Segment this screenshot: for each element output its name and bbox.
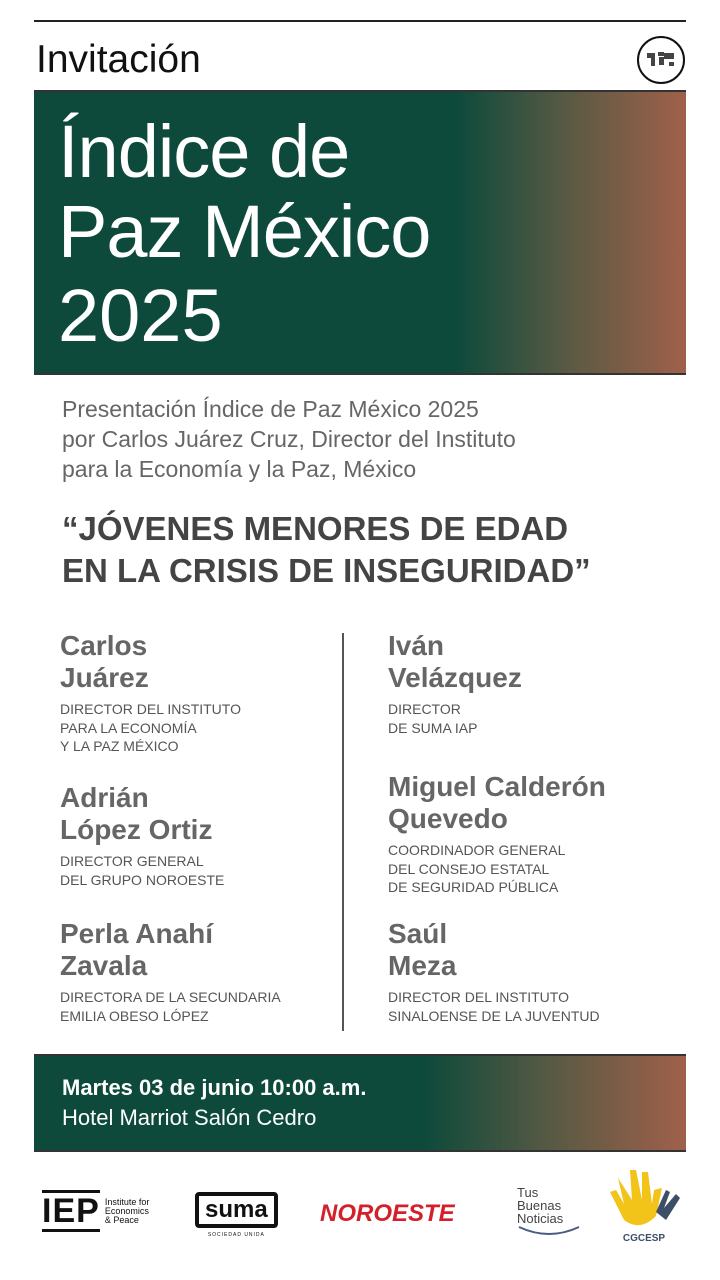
presentation-subtitle: Presentación Índice de Paz México 2025 por Carlos Juárez Cruz, Director del Instituto para la Economía y la Paz, México xyxy=(62,396,516,482)
speaker-ivan-velazquez: Iván Velázquez DIRECTOR DE SUMA IAP xyxy=(388,630,522,736)
cgcesp-logo: CGCESP xyxy=(604,1168,684,1244)
iep-logo: IEP Institute for Economics & Peace xyxy=(42,1192,150,1230)
noroeste-logo: NOROESTE xyxy=(320,1200,455,1227)
speaker-perla-zavala: Perla Anahí Zavala DIRECTORA DE LA SECUNDARIA EMILIA OBESO LÓPEZ xyxy=(60,918,281,1024)
title-year: 2025 xyxy=(58,274,223,357)
theme-quote: “JÓVENES MENORES DE EDAD EN LA CRISIS DE INSEGURIDAD” xyxy=(62,510,591,589)
speaker-saul-meza: Saúl Meza DIRECTOR DEL INSTITUTO SINALOENSE DE LA JUVENTUD xyxy=(388,918,600,1024)
speaker-adrian-lopez: Adrián López Ortiz DIRECTOR GENERAL DEL GRUPO NOROESTE xyxy=(60,782,225,888)
page-title: Índice de Paz México xyxy=(58,110,431,273)
event-details-band xyxy=(34,1054,686,1152)
speaker-carlos-juarez: Carlos Juárez DIRECTOR DEL INSTITUTO PARA LA ECONOMÍA Y LA PAZ MÉXICO xyxy=(60,630,241,754)
speaker-miguel-calderon: Miguel Calderón Quevedo COORDINADOR GENERAL DEL CONSEJO ESTATAL DE SEGURIDAD PÚBLICA xyxy=(388,771,606,895)
invitation-label: Invitación xyxy=(36,38,201,81)
world-map-icon xyxy=(637,36,685,84)
event-date: Martes 03 de junio 10:00 a.m. xyxy=(62,1075,367,1100)
top-rule xyxy=(34,20,686,22)
tus-buenas-noticias-logo: Tus Buenas Noticias xyxy=(517,1186,581,1239)
event-venue: Hotel Marriot Salón Cedro xyxy=(62,1105,317,1130)
column-divider xyxy=(342,633,344,1031)
suma-logo: suma SOCIEDAD UNIDA xyxy=(195,1192,278,1238)
